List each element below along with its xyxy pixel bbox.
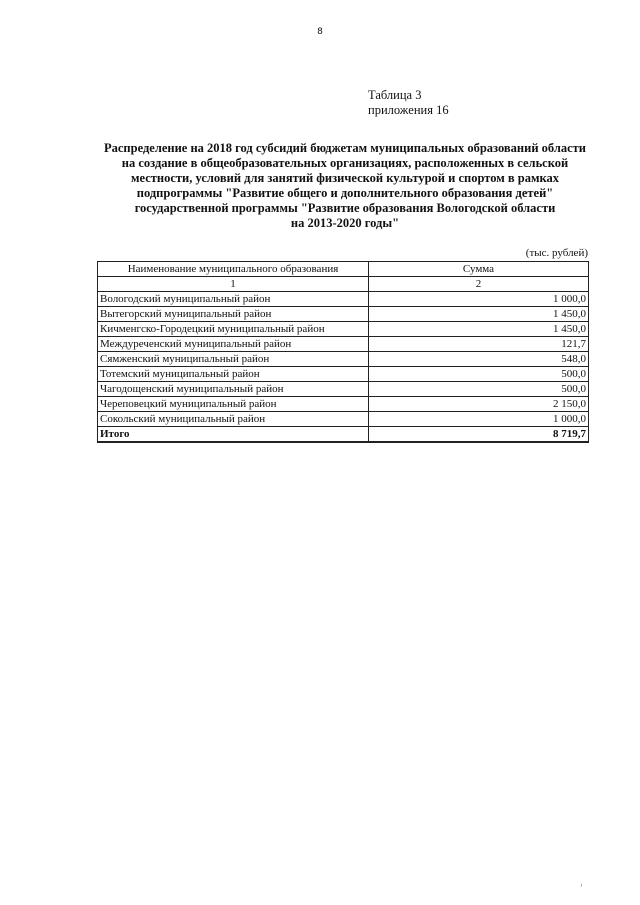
table-row xyxy=(98,397,589,412)
column-number-2: 2 xyxy=(369,277,589,292)
column-number-row xyxy=(98,277,589,292)
table-row xyxy=(98,322,589,337)
row-sum: 121,7 xyxy=(369,337,589,352)
row-name: Тотемский муниципальный район xyxy=(98,367,369,382)
appendix-number: приложения 16 xyxy=(368,103,449,117)
header-sum: Сумма xyxy=(369,262,589,277)
table-row xyxy=(98,307,589,322)
row-name: Междуреченский муниципальный район xyxy=(98,337,369,352)
row-sum: 500,0 xyxy=(369,367,589,382)
row-sum: 1 450,0 xyxy=(369,307,589,322)
row-name: Чагодощенский муниципальный район xyxy=(98,382,369,397)
table-row xyxy=(98,382,589,397)
document-title xyxy=(100,141,590,231)
title-line: подпрограммы "Развитие общего и дополнительного образования детей" xyxy=(136,186,554,200)
row-name: Вологодский муниципальный район xyxy=(98,292,369,307)
row-sum: 1 000,0 xyxy=(369,292,589,307)
title-line: на создание в общеобразовательных организациях, расположенных в сельской xyxy=(121,156,569,170)
table-row xyxy=(98,367,589,382)
total-label: Итого xyxy=(98,427,369,443)
row-name: Сокольский муниципальный район xyxy=(98,412,369,427)
table-row xyxy=(98,292,589,307)
table-number: Таблица 3 xyxy=(368,88,422,102)
table-row xyxy=(98,412,589,427)
row-name: Вытегорский муниципальный район xyxy=(98,307,369,322)
corner-mark: ı xyxy=(580,882,582,889)
row-name: Сямженский муниципальный район xyxy=(98,352,369,367)
title-line: местности, условий для занятий физической культурой и спортом в рамках xyxy=(131,171,559,185)
header-name: Наименование муниципального образования xyxy=(98,262,369,277)
row-name: Череповецкий муниципальный район xyxy=(98,397,369,412)
row-sum: 1 000,0 xyxy=(369,412,589,427)
total-sum: 8 719,7 xyxy=(369,427,589,443)
title-line: государственной программы "Развитие образования Вологодской области xyxy=(134,201,556,215)
row-sum: 2 150,0 xyxy=(369,397,589,412)
total-row xyxy=(98,427,589,443)
table-row xyxy=(98,352,589,367)
table-reference xyxy=(368,88,449,118)
page-number: 8 xyxy=(317,27,323,37)
title-line: на 2013-2020 годы" xyxy=(290,216,400,230)
row-sum: 548,0 xyxy=(369,352,589,367)
table-row xyxy=(98,337,589,352)
row-name: Кичменгско-Городецкий муниципальный район xyxy=(98,322,369,337)
subsidy-table xyxy=(97,261,589,443)
row-sum: 1 450,0 xyxy=(369,322,589,337)
units-label: (тыс. рублей) xyxy=(525,247,588,259)
row-sum: 500,0 xyxy=(369,382,589,397)
column-number-1: 1 xyxy=(98,277,369,292)
title-line: Распределение на 2018 год субсидий бюджетам муниципальных образований области xyxy=(103,141,586,155)
table-header-row xyxy=(98,262,589,277)
